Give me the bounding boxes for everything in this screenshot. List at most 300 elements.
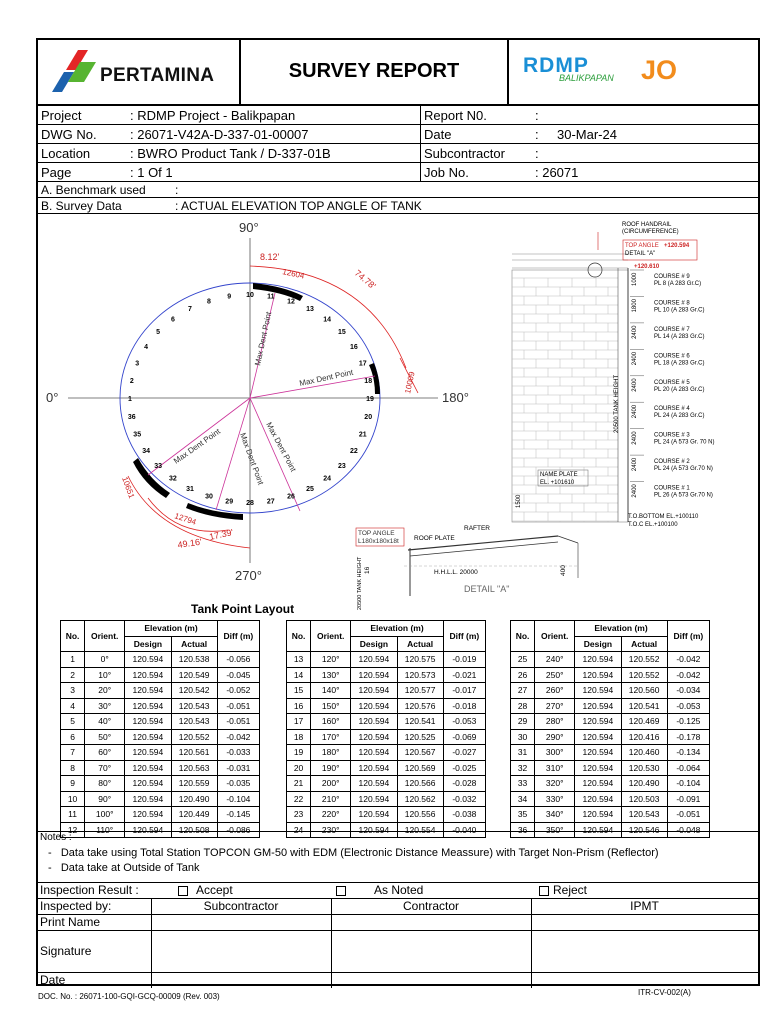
table-cell: 120.594	[575, 776, 621, 792]
table-cell: 120.490	[621, 776, 667, 792]
h1500-label: 1500	[516, 494, 522, 508]
tank-point-24: 24	[323, 475, 331, 483]
table-cell: -0.033	[217, 745, 259, 761]
table-cell: -0.104	[217, 791, 259, 807]
col-no: No.	[511, 621, 535, 652]
table-cell: 120.594	[575, 714, 621, 730]
table-cell: 90°	[85, 791, 125, 807]
table-cell: 16	[287, 698, 311, 714]
table-cell: 120.594	[575, 822, 621, 838]
angle-180-label: 180°	[442, 390, 469, 405]
rdmp-jo-logo	[509, 40, 758, 104]
table-row	[61, 683, 260, 699]
detail-a-ref: DETAIL "A"	[625, 251, 656, 257]
dim-label-5: 10651	[120, 475, 137, 500]
course-name: COURSE # 7	[654, 326, 690, 333]
tank-point-6: 6	[170, 316, 175, 324]
drawing-area	[38, 218, 758, 620]
course-plate: PL 24 (A 573 Gr. 70 N)	[654, 439, 715, 446]
survey-data-label: B. Survey Data	[41, 199, 122, 213]
detail-h400: 400	[560, 565, 567, 576]
table-cell: 31	[511, 745, 535, 761]
roof-plate-label: ROOF PLATE	[414, 535, 455, 542]
table-cell: 200°	[311, 776, 351, 792]
tank-point-35: 35	[133, 431, 142, 439]
table-cell: 290°	[535, 729, 575, 745]
tank-point-25: 25	[306, 486, 314, 494]
name-plate-label: NAME PLATE	[540, 472, 578, 478]
survey-report-sheet	[36, 38, 760, 986]
table-cell: 100°	[85, 807, 125, 823]
table-cell: 2	[61, 667, 85, 683]
table-row	[287, 698, 486, 714]
table-cell: 0°	[85, 652, 125, 668]
table-cell: 120.556	[397, 807, 443, 823]
course-plate: PL 18 (A 283 Gr.C)	[654, 360, 705, 367]
table-cell: 35	[511, 807, 535, 823]
info-row-location	[38, 144, 758, 163]
table-row	[511, 807, 710, 823]
project-value: : RDMP Project - Balikpapan	[130, 108, 296, 123]
tank-point-5: 5	[156, 329, 161, 337]
table-cell: -0.045	[217, 667, 259, 683]
table-cell: 8	[61, 760, 85, 776]
table-cell: 120.594	[125, 776, 171, 792]
table-cell: 210°	[311, 791, 351, 807]
pertamina-logo	[38, 40, 241, 104]
table-cell: -0.019	[443, 652, 485, 668]
table-row	[287, 776, 486, 792]
table-row	[61, 776, 260, 792]
ipmt-col: IPMT	[630, 899, 659, 913]
course-name: COURSE # 6	[654, 353, 690, 360]
table-cell: 70°	[85, 760, 125, 776]
table-cell: 120.594	[351, 683, 397, 699]
table-cell: -0.051	[217, 714, 259, 730]
dim-label-6: 12794	[173, 511, 198, 527]
course-height: 2400	[632, 325, 638, 339]
col-orient: Orient.	[85, 621, 125, 652]
tank-elevation-detail	[512, 222, 714, 528]
page-value: : 1 Of 1	[130, 165, 173, 180]
table-cell: -0.018	[443, 698, 485, 714]
table-cell: 120.460	[621, 745, 667, 761]
table-row	[61, 652, 260, 668]
table-cell: 32	[511, 760, 535, 776]
course-plate: PL 24 (A 573 Gr.70 N)	[654, 466, 713, 473]
note-item: - Data take at Outside of Tank	[48, 862, 200, 874]
reject-option[interactable]: Reject	[539, 883, 587, 897]
point-table-2	[286, 620, 486, 838]
table-cell: -0.086	[217, 822, 259, 838]
hhll-label: H.H.L.L. 20000	[434, 569, 478, 576]
tank-point-8: 8	[207, 298, 211, 306]
table-cell: 120.594	[351, 745, 397, 761]
table-cell: 12	[61, 822, 85, 838]
form-number: ITR-CV-002(A)	[638, 988, 691, 997]
table-cell: 340°	[535, 807, 575, 823]
table-cell: 19	[287, 745, 311, 761]
course-name: COURSE # 9	[654, 274, 690, 280]
course-height: 2400	[632, 484, 638, 498]
table-row	[511, 683, 710, 699]
table-row	[287, 683, 486, 699]
tank-drawings	[38, 218, 758, 620]
table-cell: 10°	[85, 667, 125, 683]
course-plate: PL 10 (A 283 Gr.C)	[654, 307, 705, 314]
table-cell: 300°	[535, 745, 575, 761]
table-cell: -0.025	[443, 760, 485, 776]
table-cell: 130°	[311, 667, 351, 683]
table-cell: 9	[61, 776, 85, 792]
table-cell: 120.594	[125, 667, 171, 683]
col-elevation: Elevation (m)	[125, 621, 217, 637]
col-design: Design	[125, 636, 171, 652]
table-cell: 120.594	[575, 760, 621, 776]
table-cell: -0.056	[217, 652, 259, 668]
table-cell: 120.552	[621, 667, 667, 683]
tank-point-11: 11	[267, 293, 275, 301]
col-orient: Orient.	[311, 621, 351, 652]
col-diff: Diff (m)	[667, 621, 709, 652]
table-cell: 180°	[311, 745, 351, 761]
table-cell: 13	[287, 652, 311, 668]
col-actual: Actual	[621, 636, 667, 652]
table-cell: 120.542	[171, 683, 217, 699]
tank-point-31: 31	[186, 486, 194, 494]
table-row	[511, 776, 710, 792]
table-cell: -0.042	[217, 729, 259, 745]
max-dent-label-1: Max Dent Point	[253, 311, 274, 367]
table-cell: -0.064	[667, 760, 709, 776]
dent-line-3	[148, 398, 250, 475]
table-cell: -0.145	[217, 807, 259, 823]
as-noted-checkbox[interactable]	[336, 886, 346, 896]
col-no: No.	[61, 621, 85, 652]
table-cell: 120.508	[171, 822, 217, 838]
as-noted-option[interactable]: As Noted	[336, 883, 423, 897]
project-label: Project	[41, 108, 82, 123]
table-row	[61, 791, 260, 807]
table-cell: 120.594	[125, 729, 171, 745]
table-cell: -0.042	[667, 652, 709, 668]
detail-tank-height: 20500 TANK HEIGHT	[357, 556, 363, 610]
balikpapan-wordmark: BALIKPAPAN	[559, 73, 614, 83]
table-row	[511, 729, 710, 745]
table-cell: 120.594	[351, 667, 397, 683]
course-name: COURSE # 3	[654, 432, 690, 439]
course-plate: PL 14 (A 283 Gr.C)	[654, 333, 705, 340]
table-cell: 28	[511, 698, 535, 714]
table-cell: 60°	[85, 745, 125, 761]
table-cell: 120.469	[621, 714, 667, 730]
table-cell: 120°	[311, 652, 351, 668]
tank-point-7: 7	[188, 305, 192, 313]
table-cell: 50°	[85, 729, 125, 745]
table-cell: 120.594	[575, 807, 621, 823]
table-cell: 25	[511, 652, 535, 668]
point-table-3	[510, 620, 710, 838]
table-row	[61, 745, 260, 761]
accept-checkbox[interactable]	[178, 886, 188, 896]
table-cell: 20	[287, 760, 311, 776]
table-row	[287, 745, 486, 761]
detail-a-title: DETAIL "A"	[464, 584, 510, 594]
table-cell: 260°	[535, 683, 575, 699]
tank-point-15: 15	[338, 329, 346, 337]
benchmark-row	[38, 182, 758, 198]
report-header	[38, 40, 758, 106]
table-cell: 1	[61, 652, 85, 668]
table-cell: -0.042	[667, 667, 709, 683]
col-elevation: Elevation (m)	[575, 621, 667, 637]
table-cell: 120.559	[171, 776, 217, 792]
table-row	[511, 822, 710, 838]
table-row	[287, 760, 486, 776]
table-cell: 120.594	[125, 807, 171, 823]
circumference-label: (CIRCUMFERENCE)	[622, 229, 679, 235]
course-list	[630, 270, 714, 499]
table-cell: -0.091	[667, 791, 709, 807]
col-orient: Orient.	[535, 621, 575, 652]
table-row	[511, 698, 710, 714]
detail-top-angle-label: TOP ANGLE	[358, 530, 395, 537]
course-plate: PL 20 (A 283 Gr.C)	[654, 386, 705, 393]
max-dent-label-2: Max Dent Point	[298, 367, 354, 388]
table-cell: 120.594	[351, 714, 397, 730]
table-row	[511, 714, 710, 730]
tank-point-18: 18	[364, 377, 373, 385]
table-cell: 5	[61, 714, 85, 730]
table-cell: 120.416	[621, 729, 667, 745]
tank-point-23: 23	[338, 462, 346, 470]
max-dent-label-5: Max Dent Point	[264, 420, 298, 474]
course-height: 2400	[632, 404, 638, 419]
table-cell: 120.594	[351, 729, 397, 745]
report-no-value: :	[535, 108, 539, 123]
table-row	[61, 714, 260, 730]
doc-number: DOC. No. : 26071-100-GQI-GCQ-00009 (Rev. 003)	[38, 992, 220, 1001]
notes-title: Notes :	[40, 832, 72, 843]
table-cell: 320°	[535, 776, 575, 792]
benchmark-value: :	[175, 183, 179, 197]
table-cell: -0.032	[443, 791, 485, 807]
table-row	[511, 791, 710, 807]
tank-point-32: 32	[169, 475, 177, 483]
course-height: 1800	[632, 299, 638, 313]
col-diff: Diff (m)	[217, 621, 259, 652]
table-cell: 120.594	[125, 652, 171, 668]
accept-option[interactable]: Accept	[178, 883, 233, 897]
table-cell: 120.594	[351, 776, 397, 792]
table-cell: 150°	[311, 698, 351, 714]
table-cell: -0.027	[443, 745, 485, 761]
top-angle-elev: +120.594	[664, 243, 690, 249]
note-item: - Data take using Total Station TOPCON GM-50 with EDM (Electronic Distance Meassure) with Target Non-Prism (Reflector)	[48, 847, 659, 859]
subcontractor-value: :	[535, 146, 539, 161]
tank-point-22: 22	[350, 448, 358, 455]
table-cell: 4	[61, 698, 85, 714]
tank-height-label: 20500 TANK HEIGHT	[614, 374, 620, 433]
table-cell: 33	[511, 776, 535, 792]
table-cell: 120.449	[171, 807, 217, 823]
max-dent-label-3: Max Dent Point	[171, 426, 222, 466]
table-cell: 80°	[85, 776, 125, 792]
max-dent-label-4: Max Dent Point	[238, 431, 266, 487]
table-row	[287, 714, 486, 730]
table-cell: 120.541	[621, 698, 667, 714]
table-cell: 30°	[85, 698, 125, 714]
inspected-by-label: Inspected by:	[40, 899, 112, 913]
tank-point-4: 4	[144, 344, 149, 351]
table-cell: 120.594	[351, 822, 397, 838]
info-row-dwg	[38, 125, 758, 144]
dim-label-4: 10009	[403, 370, 417, 395]
table-cell: 120.566	[397, 776, 443, 792]
table-row	[287, 807, 486, 823]
table-row	[287, 729, 486, 745]
table-cell: 120.567	[397, 745, 443, 761]
table-cell: 6	[61, 729, 85, 745]
table-cell: 120.543	[171, 698, 217, 714]
table-cell: -0.048	[667, 822, 709, 838]
info-row-project	[38, 106, 758, 125]
table-cell: -0.104	[667, 776, 709, 792]
table-cell: 110°	[85, 822, 125, 838]
table-cell: -0.053	[443, 714, 485, 730]
dent-patch-left	[133, 458, 170, 498]
name-plate-elev: EL. +101610	[540, 480, 575, 486]
detail-a-drawing	[356, 525, 578, 610]
table-cell: 120.562	[397, 791, 443, 807]
table-cell: 310°	[535, 760, 575, 776]
roof-handrail-label: ROOF HANDRAIL	[622, 222, 672, 228]
job-no-value: : 26071	[535, 165, 579, 180]
course-height: 2400	[632, 457, 638, 472]
table-cell: 23	[287, 807, 311, 823]
tank-point-19: 19	[366, 396, 374, 403]
table-cell: 120.543	[171, 714, 217, 730]
table-cell: 170°	[311, 729, 351, 745]
tank-point-30: 30	[205, 493, 213, 501]
table-cell: 120.594	[125, 698, 171, 714]
tank-point-33: 33	[154, 462, 162, 470]
table-cell: 120.594	[575, 791, 621, 807]
col-design: Design	[575, 636, 621, 652]
table-cell: 120.594	[575, 745, 621, 761]
dim-label-2: 12604	[281, 267, 306, 281]
table-cell: 120.554	[397, 822, 443, 838]
table-cell: 120.561	[171, 745, 217, 761]
angle-270-label: 270°	[235, 568, 262, 583]
table-cell: 250°	[535, 667, 575, 683]
table-cell: 14	[287, 667, 311, 683]
table-cell: 120.594	[575, 667, 621, 683]
pertamina-wordmark: PERTAMINA	[100, 65, 215, 86]
table-cell: 120.525	[397, 729, 443, 745]
detail-top-angle-size: L180x180x18t	[358, 538, 399, 545]
table-row	[511, 652, 710, 668]
rafter-label: RAFTER	[464, 525, 490, 532]
tank-point-3: 3	[135, 360, 140, 368]
tank-point-29: 29	[225, 498, 234, 506]
table-cell: -0.125	[667, 714, 709, 730]
table-cell: 120.530	[621, 760, 667, 776]
survey-data-value: : ACTUAL ELEVATION TOP ANGLE OF TANK	[175, 199, 422, 213]
table-cell: -0.034	[667, 683, 709, 699]
date-row-label: Date	[40, 973, 66, 987]
table-cell: 120.594	[351, 698, 397, 714]
table-row	[287, 652, 486, 668]
table-cell: 11	[61, 807, 85, 823]
tank-point-27: 27	[266, 498, 275, 506]
course-name: COURSE # 2	[654, 459, 690, 466]
tob-label: T.O.BOTTOM EL.+100110	[628, 514, 699, 520]
dent-line-4	[216, 398, 250, 510]
point-table-1	[60, 620, 260, 838]
table-cell: 120.577	[397, 683, 443, 699]
tank-point-14: 14	[323, 316, 331, 324]
table-cell: -0.035	[217, 776, 259, 792]
table-cell: 120.594	[575, 729, 621, 745]
table-row	[61, 729, 260, 745]
tank-point-16: 16	[350, 344, 358, 351]
table-row	[61, 698, 260, 714]
table-cell: 3	[61, 683, 85, 699]
dwg-label: DWG No.	[41, 127, 97, 142]
reject-checkbox[interactable]	[539, 886, 549, 896]
course-name: COURSE # 8	[654, 300, 690, 307]
table-cell: 120.594	[351, 652, 397, 668]
tank-point-17: 17	[358, 360, 367, 368]
table-row	[61, 760, 260, 776]
table-cell: 350°	[535, 822, 575, 838]
rdmp-wordmark: RDMP	[523, 54, 589, 77]
table-cell: 120.594	[351, 807, 397, 823]
table-row	[511, 667, 710, 683]
course-height: 1000	[632, 272, 638, 286]
table-cell: 29	[511, 714, 535, 730]
table-cell: 40°	[85, 714, 125, 730]
table-cell: 120.576	[397, 698, 443, 714]
table-row	[287, 791, 486, 807]
dim-label-3: 74.78'	[352, 267, 378, 292]
table-cell: 120.594	[575, 652, 621, 668]
tank-point-1: 1	[128, 396, 132, 403]
location-label: Location	[41, 146, 91, 161]
table-cell: 10	[61, 791, 85, 807]
table-cell: 120.549	[171, 667, 217, 683]
table-cell: 120.594	[351, 791, 397, 807]
benchmark-label: A. Benchmark used	[41, 183, 146, 197]
pertamina-mark-icon	[44, 48, 104, 98]
table-cell: 26	[511, 667, 535, 683]
table-cell: 120.594	[125, 791, 171, 807]
page-title: SURVEY REPORT	[241, 40, 509, 104]
table-cell: 120.573	[397, 667, 443, 683]
angle-90-label: 90°	[239, 220, 259, 235]
contractor-col: Contractor	[402, 899, 460, 913]
tank-point-34: 34	[142, 448, 150, 455]
table-cell: 120.546	[621, 822, 667, 838]
course-height: 2400	[632, 351, 638, 366]
table-cell: 270°	[535, 698, 575, 714]
table-cell: 34	[511, 791, 535, 807]
table-cell: 36	[511, 822, 535, 838]
table-cell: 24	[287, 822, 311, 838]
course-plate: PL 24 (A 283 Gr.C)	[654, 413, 705, 420]
signature-label: Signature	[40, 944, 92, 958]
